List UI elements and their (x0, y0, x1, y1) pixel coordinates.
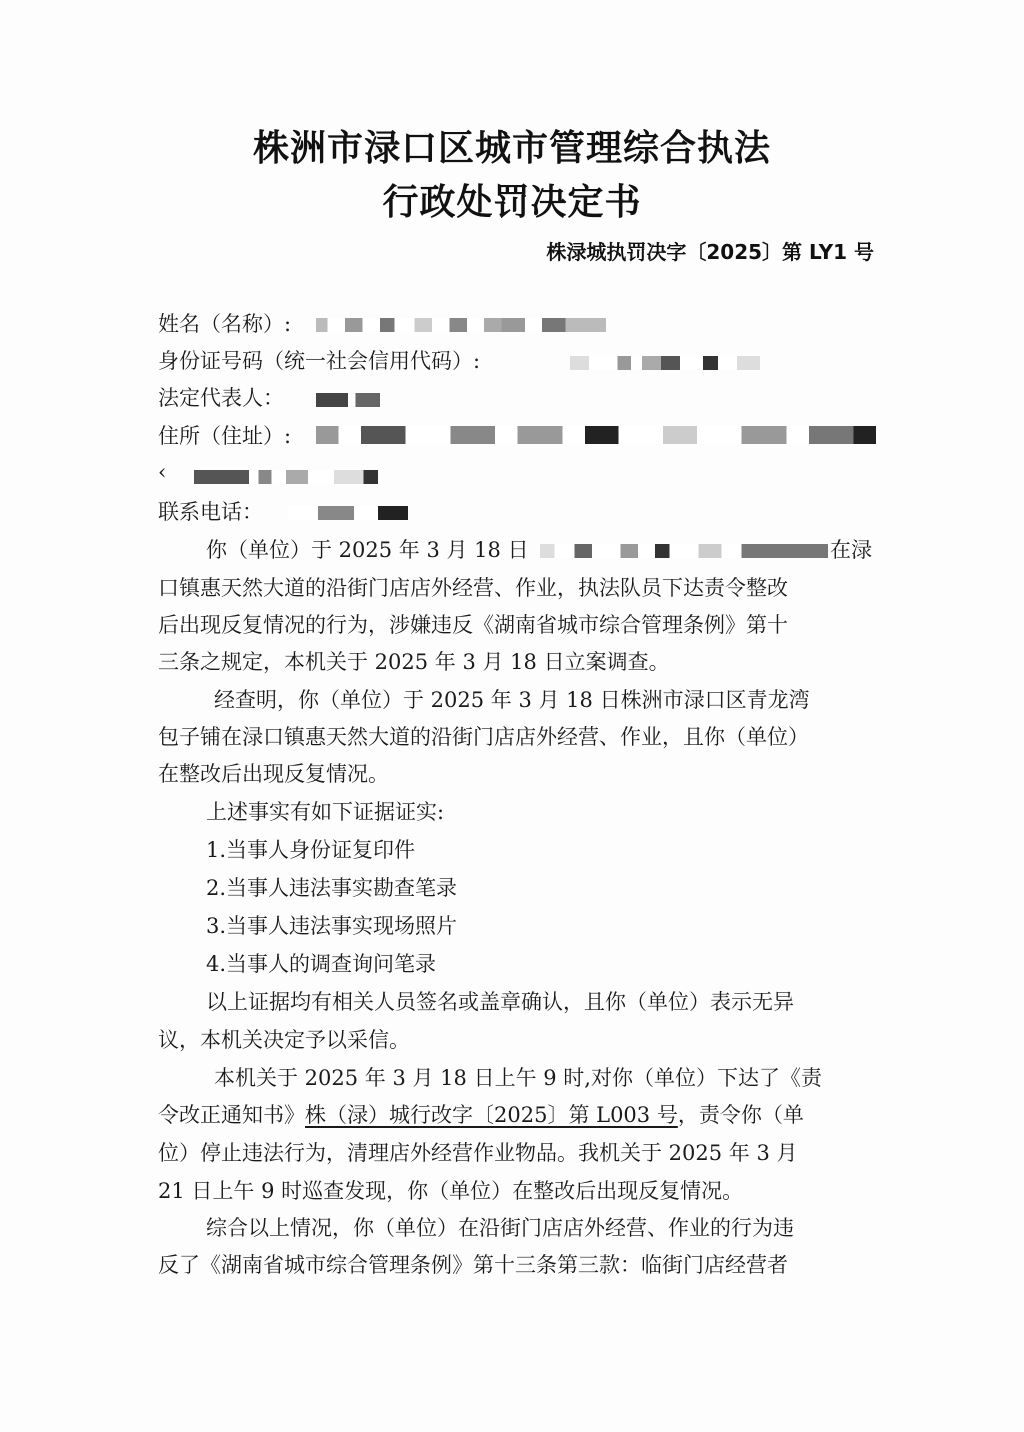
para4-line2 (158, 1099, 804, 1129)
phone-label: 联系电话： (158, 500, 263, 524)
para5-line1: 综合以上情况，你（单位）在沿街门店店外经营、作业的行为违 (206, 1216, 794, 1240)
para1-line1b: 在渌 (830, 538, 872, 562)
redacted-rep (316, 393, 380, 407)
redacted-address-cont (194, 470, 378, 484)
para4-line2a: 令改正通知书》 (158, 1103, 305, 1127)
para1-line4: 三条之规定，本机关于 2025 年 3 月 18 日立案调查。 (158, 650, 670, 674)
evidence-item: 3.当事人违法事实现场照片 (206, 914, 458, 938)
evidence-item: 4.当事人的调查询问笔录 (206, 952, 437, 976)
para1-line1a: 你（单位）于 2025 年 3 月 18 日 (206, 538, 529, 562)
para1-line3: 后出现反复情况的行为，涉嫌违反《湖南省城市综合管理条例》第十 (158, 613, 788, 637)
id-label: 身份证号码（统一社会信用代码）: (158, 349, 481, 373)
redacted-phone (288, 506, 408, 520)
para4-line3: 位）停止违法行为，清理店外经营作业物品。我机关于 2025 年 3 月 (158, 1141, 798, 1165)
para4-line4: 21 日上午 9 时巡查发现，你（单位）在整改后出现反复情况。 (158, 1179, 744, 1203)
evidence-item: 1.当事人身份证复印件 (206, 838, 416, 862)
para2-line3: 在整改后出现反复情况。 (158, 762, 389, 786)
notice-reference: 株（渌）城行改字〔2025〕第 L003 号 (305, 1103, 678, 1127)
document-number: 株渌城执罚决字〔2025〕第 LY1 号 (546, 240, 874, 264)
document-title-line1: 株洲市渌口区城市管理综合执法 (252, 128, 771, 169)
address-continued: ‹ (158, 460, 167, 484)
para4-line2c: ，责令你（单 (677, 1103, 804, 1127)
para3-line2: 议，本机关决定予以采信。 (158, 1028, 410, 1052)
para2-line2: 包子铺在渌口镇惠天然大道的沿街门店店外经营、作业，且你（单位） (158, 725, 809, 749)
document-title-line2: 行政处罚决定书 (382, 182, 642, 223)
para1-line2: 口镇惠天然大道的沿街门店店外经营、作业，执法队员下达责令整改 (158, 576, 788, 600)
redacted-business (540, 544, 828, 558)
para3-line1: 以上证据均有相关人员签名或盖章确认，且你（单位）表示无异 (206, 990, 794, 1014)
name-label: 姓名（名称）: (158, 312, 292, 336)
redacted-id (570, 356, 760, 370)
redacted-name (316, 318, 606, 332)
legal-rep-label: 法定代表人： (158, 386, 284, 410)
address-label: 住所（住址）: (158, 424, 292, 448)
redacted-address (316, 426, 876, 444)
evidence-item: 2.当事人违法事实勘查笔录 (206, 876, 458, 900)
para5-line2: 反了《湖南省城市综合管理条例》第十三条第三款：临街门店经营者 (158, 1253, 788, 1277)
evidence-intro: 上述事实有如下证据证实: (206, 800, 445, 824)
para2-line1: 经查明，你（单位）于 2025 年 3 月 18 日株洲市渌口区青龙湾 (214, 688, 810, 712)
para4-line1: 本机关于 2025 年 3 月 18 日上午 9 时,对你（单位）下达了《责 (214, 1066, 822, 1090)
